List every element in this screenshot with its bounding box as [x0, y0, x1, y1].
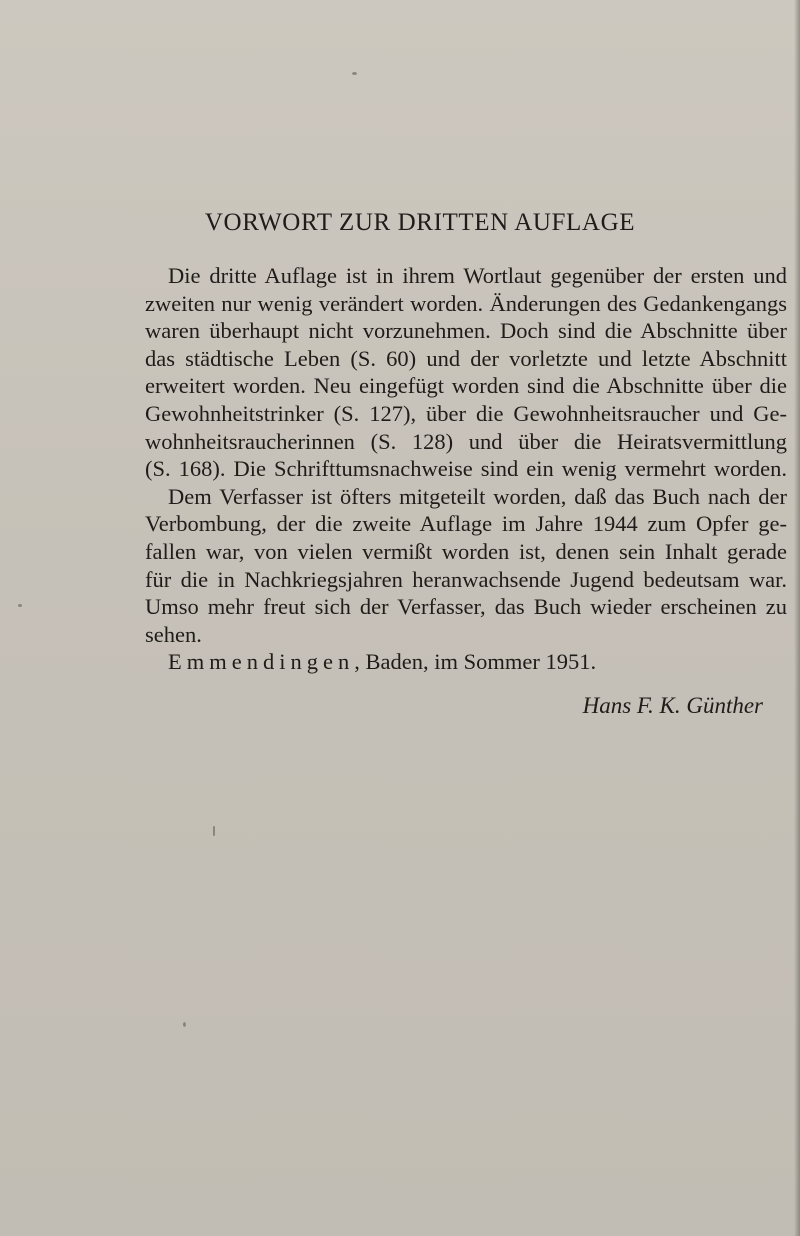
paper-speck: [213, 826, 215, 836]
text-line: [145, 648, 787, 676]
place-date-line: [145, 648, 787, 676]
text-line: Gewohnheitstrinker (S. 127), über die Gewohnheitsraucher und Ge-: [145, 400, 787, 426]
text-line: fallen war, von vielen vermißt worden ist, denen sein Inhalt gerade: [145, 538, 787, 564]
place-name: Emmendingen: [168, 649, 355, 675]
paragraph-1: [145, 262, 787, 483]
text-line: Umso mehr freut sich der Verfasser, das Buch wieder erscheinen zu: [145, 594, 787, 620]
text-line: waren überhaupt nicht vorzunehmen. Doch sind die Abschnitte über: [145, 318, 787, 344]
text-line: (S. 168). Die Schrifttumsnachweise sind ein wenig vermehrt worden.: [145, 456, 787, 482]
text-line: das städtische Leben (S. 60) und der vorletzte und letzte Abschnitt: [145, 345, 787, 371]
text-line: sehen.: [145, 621, 202, 647]
paper-speck: [183, 1022, 186, 1027]
paper-speck: [352, 72, 357, 75]
paper-speck: [18, 604, 22, 607]
text-line: Verbombung, der die zweite Auflage im Jahre 1944 zum Opfer ge-: [145, 511, 787, 537]
page-edge-shadow: [794, 0, 800, 1236]
text-line: Die dritte Auflage ist in ihrem Wortlaut gegenüber der ersten und: [168, 263, 787, 288]
page-title: VORWORT ZUR DRITTEN AUFLAGE: [204, 209, 636, 236]
preface-body: [145, 262, 787, 676]
text-line: für die in Nachkriegsjahren heranwachsende Jugend bedeutsam war.: [145, 566, 787, 592]
text-line: wohnheitsraucherinnen (S. 128) und über die Heiratsvermittlung: [145, 428, 787, 454]
author-signature: Hans F. K. Günther: [582, 693, 763, 718]
paragraph-2: [145, 483, 787, 649]
text-line: erweitert worden. Neu eingefügt worden sind die Abschnitte über die: [145, 373, 787, 399]
text-line: zweiten nur wenig verändert worden. Änderungen des Gedankengangs: [145, 290, 787, 316]
place-date-rest: , Baden, im Sommer 1951.: [354, 649, 597, 675]
text-line: Dem Verfasser ist öfters mitgeteilt worden, daß das Buch nach der: [168, 483, 787, 509]
